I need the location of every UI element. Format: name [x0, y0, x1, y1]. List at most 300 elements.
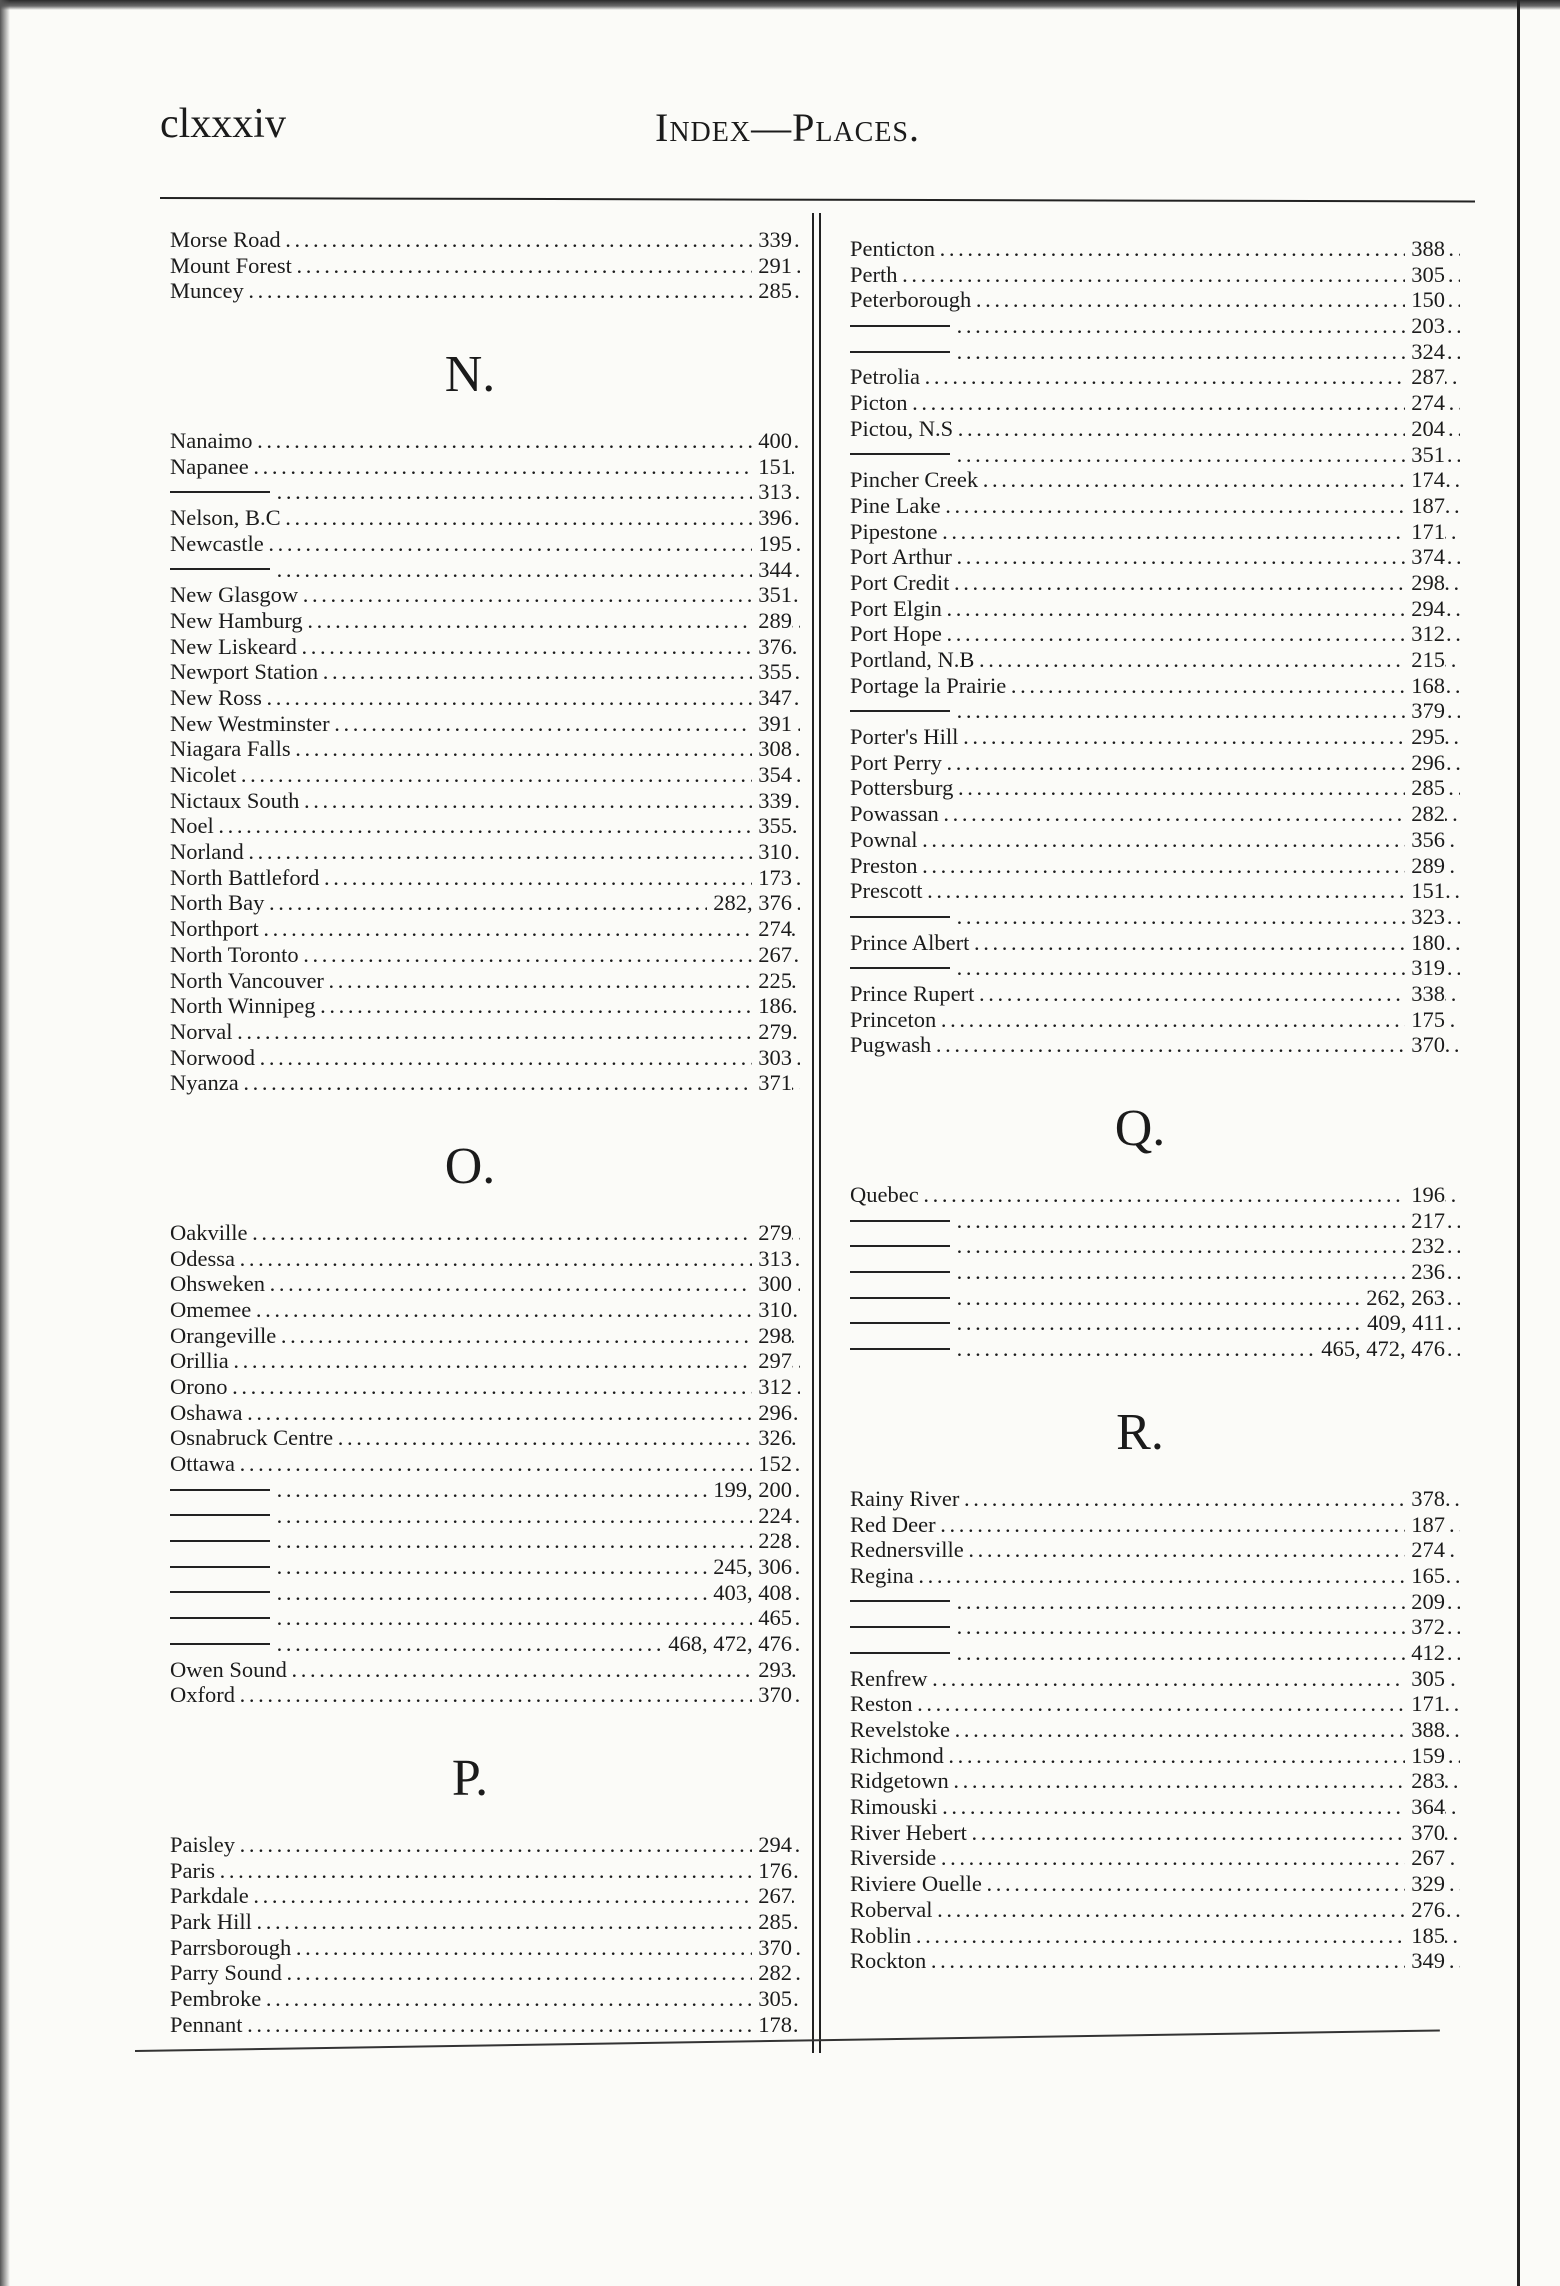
- index-continuation-row: [140, 1554, 800, 1580]
- page-references: 279: [752, 1220, 792, 1246]
- place-name-text: Oxford: [170, 1682, 235, 1708]
- place-name: [850, 724, 1460, 750]
- place-name-text: Orillia: [170, 1348, 229, 1374]
- place-name-text: Nyanza: [170, 1070, 239, 1096]
- index-entry: [140, 1682, 800, 1708]
- place-name-text: Parkdale: [170, 1883, 249, 1909]
- place-name: [850, 1208, 1460, 1234]
- ditto-dash: [850, 1652, 950, 1654]
- page-references: 313: [752, 479, 792, 505]
- index-entry: [140, 1400, 800, 1426]
- ditto-dash: [170, 568, 270, 570]
- place-name: [850, 1794, 1460, 1820]
- place-name: [170, 1986, 800, 2012]
- ditto-dash: [850, 967, 950, 969]
- page-references: 282, 376: [707, 890, 792, 916]
- page-references: 150: [1405, 287, 1445, 313]
- page-references: 339: [752, 788, 792, 814]
- page-references: 370: [1405, 1032, 1445, 1058]
- place-name-text: Ridgetown: [850, 1768, 949, 1794]
- index-continuation-row: [820, 1589, 1460, 1615]
- index-entry: [140, 1271, 800, 1297]
- page-references: 312: [1405, 621, 1445, 647]
- place-name: [850, 621, 1460, 647]
- place-name-text: Mount Forest: [170, 252, 292, 278]
- index-entry: [140, 1960, 800, 1986]
- ditto-dash: [170, 1514, 270, 1516]
- place-name: [170, 1246, 800, 1272]
- place-name: [850, 1897, 1460, 1923]
- index-continuation-row: [820, 904, 1460, 930]
- section-gap: [140, 1096, 800, 1124]
- page-references: 349: [1405, 1948, 1445, 1974]
- page-references: 326: [752, 1425, 792, 1451]
- place-name: [170, 659, 800, 685]
- place-name: [850, 1486, 1460, 1512]
- index-entry: [820, 724, 1460, 750]
- place-name: [170, 1374, 800, 1400]
- page-references: 370: [752, 1935, 792, 1961]
- index-entry: [140, 531, 800, 557]
- place-name: [850, 416, 1460, 442]
- place-name-text: Nictaux South: [170, 787, 300, 813]
- place-name-text: Perth: [850, 261, 898, 287]
- page-references: 468, 472, 476: [662, 1631, 792, 1657]
- place-name-text: Porter's Hill: [850, 724, 959, 750]
- place-name: [850, 544, 1460, 570]
- place-name-text: Norwood: [170, 1044, 255, 1070]
- page-references: 274: [752, 916, 792, 942]
- place-name: [170, 2012, 800, 2038]
- index-continuation-row: [820, 313, 1460, 339]
- place-name: [850, 1717, 1460, 1743]
- page-references: 391: [752, 711, 792, 737]
- section-letter: P.: [451, 1750, 489, 1807]
- place-name: [170, 788, 800, 814]
- page-title: Index—Places.: [655, 105, 921, 150]
- place-name: [170, 1554, 800, 1580]
- place-name-text: Roberval: [850, 1896, 933, 1922]
- place-name-text: Park Hill: [170, 1909, 252, 1935]
- page-references: 305: [1405, 1666, 1445, 1692]
- place-name-text: North Battleford: [170, 864, 320, 890]
- place-name-text: Riviere Ouelle: [850, 1871, 982, 1897]
- ditto-dash: [170, 1489, 270, 1491]
- index-entry: [820, 596, 1460, 622]
- place-name-text: Orangeville: [170, 1322, 277, 1348]
- place-name: [170, 253, 800, 279]
- page-references: 324: [1405, 339, 1445, 365]
- place-name: [170, 1019, 800, 1045]
- place-name-text: Nanaimo: [170, 428, 253, 454]
- section-gap: [140, 1822, 800, 1832]
- page-references: 204: [1405, 416, 1445, 442]
- place-name-text: Regina: [850, 1562, 914, 1588]
- place-name: [850, 1923, 1460, 1949]
- place-name: [850, 596, 1460, 622]
- index-entry: [140, 1657, 800, 1683]
- section-letter: N.: [444, 346, 496, 404]
- page-references: 168: [1405, 673, 1445, 699]
- place-name-text: Pugwash: [850, 1032, 932, 1058]
- ditto-dash: [850, 1245, 950, 1247]
- page-references: 351: [752, 582, 792, 608]
- place-name: [850, 1640, 1460, 1666]
- ditto-dash: [850, 453, 950, 455]
- place-name: [170, 1935, 800, 1961]
- index-entry: [820, 621, 1460, 647]
- place-name-text: Paisley: [170, 1832, 235, 1857]
- place-name-text: Napanee: [170, 453, 249, 479]
- place-name-text: Portland, N.B: [850, 647, 975, 672]
- section-letter: O.: [444, 1137, 496, 1195]
- index-continuation-row: [820, 1336, 1460, 1362]
- place-name-text: Pictou, N.S: [850, 415, 954, 441]
- ditto-dash: [850, 1600, 950, 1602]
- place-name: [850, 904, 1460, 930]
- page-references: 195: [752, 531, 792, 557]
- place-name: [170, 1960, 800, 1986]
- place-name: [170, 993, 800, 1019]
- page-references: 396: [752, 505, 792, 531]
- place-name: [170, 227, 800, 253]
- page-references: 305: [1405, 262, 1445, 288]
- index-entry: [140, 1246, 800, 1272]
- place-name-text: Pottersburg: [850, 775, 954, 801]
- place-name: [850, 1845, 1460, 1871]
- place-name: [850, 1512, 1460, 1538]
- place-name: [170, 916, 800, 942]
- page-references: 151: [1405, 878, 1445, 904]
- index-entry: [820, 801, 1460, 827]
- index-entry: [820, 878, 1460, 904]
- ditto-dash: [850, 325, 950, 327]
- index-continuation-row: [140, 1503, 800, 1529]
- index-continuation-row: [140, 479, 800, 505]
- index-entry: [820, 930, 1460, 956]
- page-references: 293: [752, 1657, 792, 1683]
- place-name: [170, 1425, 800, 1451]
- page-references: 351: [1405, 442, 1445, 468]
- place-name: [850, 647, 1460, 673]
- place-name: [170, 942, 800, 968]
- page-references: 289: [1405, 853, 1445, 879]
- index-entry: [820, 1768, 1460, 1794]
- place-name-text: Newport Station: [170, 659, 319, 685]
- page-references: 217: [1405, 1208, 1445, 1234]
- place-name: [170, 1657, 800, 1683]
- index-entry: [140, 505, 800, 531]
- place-name-text: Parry Sound: [170, 1960, 282, 1986]
- place-name-text: Nicolet: [170, 762, 237, 787]
- index-continuation-row: [140, 1580, 800, 1606]
- page-references: 403, 408: [707, 1580, 792, 1606]
- index-entry: [820, 1182, 1460, 1208]
- index-entry: [820, 390, 1460, 416]
- place-name: [170, 1297, 800, 1323]
- page-references: 347: [752, 685, 792, 711]
- index-entry: [140, 968, 800, 994]
- place-name-text: New Ross: [170, 684, 262, 710]
- index-entry: [820, 1845, 1460, 1871]
- section-gap: [140, 1210, 800, 1220]
- ditto-dash: [850, 1626, 950, 1628]
- place-name-text: Orono: [170, 1374, 228, 1400]
- page-references: 262, 263: [1360, 1285, 1445, 1311]
- place-name: [170, 1271, 800, 1297]
- place-name-text: Richmond: [850, 1742, 944, 1768]
- index-entry: [820, 570, 1460, 596]
- place-name: [170, 1220, 800, 1246]
- page-references: 176: [752, 1858, 792, 1884]
- place-name: [850, 1563, 1460, 1589]
- place-name: [170, 968, 800, 994]
- place-name-text: Ohsweken: [170, 1271, 265, 1297]
- place-name-text: North Toronto: [170, 941, 299, 967]
- ditto-dash: [850, 1220, 950, 1222]
- index-entry: [140, 890, 800, 916]
- page-references: 267: [752, 942, 792, 968]
- page-references: 287: [1405, 364, 1445, 390]
- index-entry: [140, 1323, 800, 1349]
- page-references: 267: [752, 1883, 792, 1909]
- index-entry: [140, 608, 800, 634]
- index-entry: [140, 634, 800, 660]
- page-references: 308: [752, 736, 792, 762]
- index-entry: [140, 1858, 800, 1884]
- place-name: [170, 685, 800, 711]
- place-name: [170, 1909, 800, 1935]
- index-entry: [820, 236, 1460, 262]
- place-name: [170, 1323, 800, 1349]
- place-name-text: Pine Lake: [850, 492, 941, 518]
- ditto-dash: [170, 1540, 270, 1542]
- index-entry: [820, 1666, 1460, 1692]
- index-entry: [140, 1451, 800, 1477]
- place-name-text: Preston: [850, 852, 918, 878]
- place-name: [850, 878, 1460, 904]
- place-name-text: River Hebert: [850, 1819, 967, 1845]
- index-entry: [820, 1794, 1460, 1820]
- page-references: 339: [752, 227, 792, 253]
- ditto-dash: [850, 351, 950, 353]
- page-references: 224: [752, 1503, 792, 1529]
- place-name: [850, 955, 1460, 981]
- index-entry: [140, 916, 800, 942]
- place-name-text: Owen Sound: [170, 1656, 287, 1682]
- ditto-dash: [850, 1348, 950, 1350]
- place-name-text: Rednersville: [850, 1537, 964, 1563]
- page-references: 232: [1405, 1233, 1445, 1259]
- index-entry: [820, 1743, 1460, 1769]
- place-name: [850, 801, 1460, 827]
- place-name: [170, 1580, 800, 1606]
- place-name: [850, 1182, 1460, 1208]
- page-references: 364: [1405, 1794, 1445, 1820]
- index-continuation-row: [820, 442, 1460, 468]
- page-references: 173: [752, 865, 792, 891]
- index-entry: [820, 1820, 1460, 1846]
- page-references: 312: [752, 1374, 792, 1400]
- place-name-text: Niagara Falls: [170, 736, 291, 762]
- page-references: 297: [752, 1348, 792, 1374]
- left-column: [140, 227, 800, 2038]
- ditto-dash: [850, 1322, 950, 1324]
- page-references: 215: [1405, 647, 1445, 673]
- page-references: 282: [752, 1960, 792, 1986]
- index-entry: [820, 1512, 1460, 1538]
- page-references: 300: [752, 1271, 792, 1297]
- section-letter: R.: [1116, 1403, 1164, 1461]
- page-references: 151: [752, 454, 792, 480]
- page-references: 180: [1405, 930, 1445, 956]
- page-references: 282: [1405, 801, 1445, 827]
- place-name: [170, 479, 800, 505]
- place-name-text: Newcastle: [170, 530, 264, 556]
- ditto-dash: [850, 916, 950, 918]
- page-references: 354: [752, 762, 792, 788]
- column-divider-left: [812, 213, 814, 2053]
- index-entry: [820, 1717, 1460, 1743]
- place-name-text: Parrsborough: [170, 1934, 292, 1960]
- index-entry: [140, 659, 800, 685]
- place-name-text: Powassan: [850, 801, 939, 827]
- place-name: [170, 1528, 800, 1554]
- index-entry: [140, 278, 800, 304]
- section-gap: [140, 304, 800, 332]
- place-name: [850, 1768, 1460, 1794]
- place-name: [170, 1832, 800, 1858]
- place-name-text: Odessa: [170, 1245, 235, 1271]
- index-entry: [820, 1691, 1460, 1717]
- index-entry: [820, 1871, 1460, 1897]
- place-name: [850, 930, 1460, 956]
- page-references: 388: [1405, 1717, 1445, 1743]
- place-name: [170, 634, 800, 660]
- page-references: 245, 306: [707, 1554, 792, 1580]
- place-name-text: Paris: [170, 1857, 215, 1883]
- index-entry: [140, 1935, 800, 1961]
- place-name: [170, 531, 800, 557]
- index-entry: [140, 1070, 800, 1096]
- index-entry: [820, 364, 1460, 390]
- index-entry: [820, 1563, 1460, 1589]
- page-references: 276: [1405, 1897, 1445, 1923]
- page-references: 313: [752, 1246, 792, 1272]
- ditto-dash: [850, 1297, 950, 1299]
- place-name: [850, 1007, 1460, 1033]
- index-continuation-row: [820, 1310, 1460, 1336]
- place-name-text: Morse Road: [170, 227, 281, 252]
- index-continuation-row: [820, 1285, 1460, 1311]
- place-name-text: Rockton: [850, 1948, 927, 1974]
- place-name: [170, 428, 800, 454]
- place-name: [170, 1503, 800, 1529]
- section-letter: Q.: [1114, 1100, 1166, 1157]
- index-entry: [140, 711, 800, 737]
- place-name: [850, 570, 1460, 596]
- index-continuation-row: [140, 1477, 800, 1503]
- place-name-text: Pincher Creek: [850, 467, 979, 493]
- page-references: 279: [752, 1019, 792, 1045]
- place-name: [850, 1743, 1460, 1769]
- page-top-edge: [0, 0, 1560, 10]
- index-entry: [820, 647, 1460, 673]
- place-name: [170, 454, 800, 480]
- place-name-text: Port Perry: [850, 749, 942, 775]
- page-references: 370: [752, 1682, 792, 1708]
- ditto-dash: [170, 1617, 270, 1619]
- header-rule: [160, 197, 1475, 202]
- place-name-text: Penticton: [850, 236, 935, 261]
- place-name: [170, 890, 800, 916]
- page-references: 267: [1405, 1845, 1445, 1871]
- place-name-text: Prescott: [850, 878, 923, 904]
- place-name-text: New Glasgow: [170, 582, 299, 608]
- place-name: [850, 236, 1460, 262]
- place-name-text: Princeton: [850, 1006, 937, 1032]
- section-gap: [140, 1708, 800, 1736]
- place-name-text: Ottawa: [170, 1451, 235, 1477]
- ditto-dash: [850, 710, 950, 712]
- index-entry: [140, 1425, 800, 1451]
- place-name-text: New Westminster: [170, 710, 330, 736]
- index-entry: [820, 1923, 1460, 1949]
- section-gap: [820, 1058, 1460, 1086]
- index-entry: [820, 1537, 1460, 1563]
- place-name-text: Renfrew: [850, 1665, 928, 1691]
- place-name: [170, 1400, 800, 1426]
- place-name-text: Northport: [170, 916, 259, 942]
- place-name: [850, 1948, 1460, 1974]
- index-entry: [140, 1019, 800, 1045]
- index-continuation-row: [140, 1528, 800, 1554]
- place-name-text: Norland: [170, 839, 244, 865]
- index-entry: [140, 1909, 800, 1935]
- index-entry: [140, 813, 800, 839]
- place-name-text: Riverside: [850, 1845, 937, 1871]
- place-name: [850, 1259, 1460, 1285]
- place-name: [850, 287, 1460, 313]
- index-entry: [820, 467, 1460, 493]
- ditto-dash: [170, 1591, 270, 1593]
- place-name-text: Osnabruck Centre: [170, 1425, 334, 1451]
- place-name-text: Port Arthur: [850, 544, 952, 570]
- place-name: [170, 608, 800, 634]
- index-entry: [140, 1297, 800, 1323]
- place-name: [850, 339, 1460, 365]
- page-references: 298: [752, 1323, 792, 1349]
- index-continuation-row: [820, 1233, 1460, 1259]
- page-references: 378: [1405, 1486, 1445, 1512]
- index-entry: [820, 981, 1460, 1007]
- page-references: 152: [752, 1451, 792, 1477]
- place-name-text: New Liskeard: [170, 633, 297, 659]
- page-references: 319: [1405, 955, 1445, 981]
- page-references: 228: [752, 1528, 792, 1554]
- index-entry: [140, 1986, 800, 2012]
- page-references: 294: [752, 1832, 792, 1858]
- page-references: 465: [752, 1605, 792, 1631]
- index-entry: [140, 428, 800, 454]
- index-entry: [820, 673, 1460, 699]
- place-name-text: Red Deer: [850, 1511, 936, 1537]
- page-references: 285: [752, 1909, 792, 1935]
- place-name-text: Rainy River: [850, 1485, 960, 1511]
- page-references: 236: [1405, 1259, 1445, 1285]
- place-name-text: Nelson, B.C: [170, 505, 281, 531]
- page-references: 187: [1405, 1512, 1445, 1538]
